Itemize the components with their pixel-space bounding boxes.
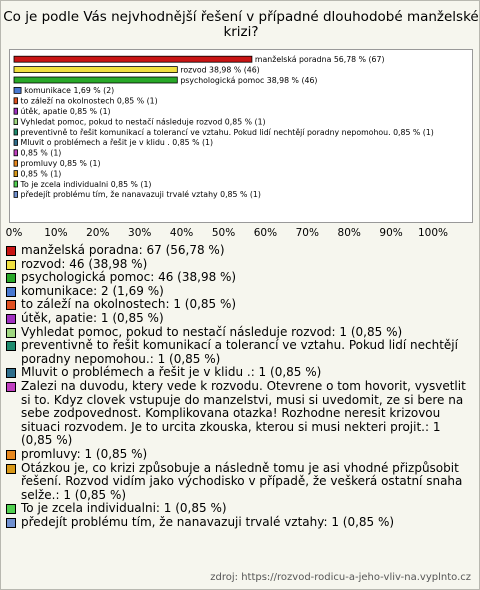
bar-label-1: rozvod 38,98 % (46) [180,65,260,75]
legend-swatch [6,246,16,256]
legend-label: psychologická pomoc: 46 (38,98 %) [21,270,237,285]
legend-item [6,312,474,326]
legend-label: To je zcela individualni: 1 (0,85 %) [21,501,227,516]
legend-swatch [6,314,16,324]
bar-label-6: Vyhledat pomoc, pokud to nestačí následuje rozvod 0,85 % (1) [20,117,266,127]
source-note: zdroj: https://rozvod-rodicu-a-jeho-vliv-na.vyplnto.cz [210,572,471,583]
x-tick-label: 100% [417,227,449,239]
legend-label: útěk, apatie: 1 (0,85 %) [21,310,164,325]
bar-label-11: 0,85 % (1) [20,169,62,179]
bar-3 [14,87,21,93]
bar-label-5: útěk, apatie 0,85 % (1) [20,107,111,116]
x-tick-label: 40% [169,227,194,239]
x-axis [1,224,480,244]
legend-item [6,298,474,312]
legend-swatch [6,328,16,338]
legend-item [6,244,474,258]
x-tick-label: 10% [44,227,68,239]
legend-item [6,462,474,503]
bar-8 [14,139,18,145]
bar-9 [14,150,18,156]
legend-item [6,516,474,530]
bar-10 [14,160,18,166]
x-tick-label: 20% [86,227,110,239]
legend-label: předejít problému tím, že nanavazuji trvalé vztahy: 1 (0,85 %) [21,514,395,529]
legend-label: rozvod: 46 (38,98 %) [21,256,148,271]
bar-13 [14,191,18,197]
legend-item [6,271,474,285]
x-tick-label: 50% [211,227,236,239]
legend-swatch [6,518,16,528]
bar-6 [14,119,18,125]
legend-swatch [6,464,16,474]
legend-item [6,339,474,366]
chart-title: Co je podle Vás nejvhodnější řešení v případné dlouhodobé manželské krizi? [3,9,479,40]
legend-label: promluvy: 1 (0,85 %) [21,446,148,461]
x-tick-label: 80% [337,227,361,239]
legend-label: to záleží na okolnostech: 1 (0,85 %) [21,297,237,312]
bar-chart [10,50,472,222]
x-tick-label: 60% [253,227,278,239]
bar-4 [14,98,18,104]
legend-swatch [6,450,16,460]
bar-11 [14,171,18,177]
legend-swatch [6,300,16,310]
legend-swatch [6,273,16,283]
legend-item [6,258,474,272]
bar-1 [14,67,177,73]
legend-label: Otázkou je, co krizi způsobuje a následně tomu je asi vhodné přizpůsobit řešení. Rozvod vidím jako východisko v případě, že veškerá ostatní snaha selže.: 1 (0,85 %) [21,460,463,502]
x-tick-label: 90% [379,227,403,239]
bar-2 [14,77,177,83]
legend-label: komunikace: 2 (1,69 %) [21,283,164,298]
legend-label: Mluvit o problémech a řešit je v klidu .: 1 (0,85 %) [21,365,322,380]
bar-label-2: psychologická pomoc 38,98 % (46) [180,75,318,85]
legend-label: Vyhledat pomoc, pokud to nestačí následuje rozvod: 1 (0,85 %) [21,324,403,339]
legend-item [6,366,474,380]
bar-label-10: promluvy 0,85 % (1) [20,159,101,168]
legend-swatch [6,504,16,514]
plot-area [9,49,473,223]
legend-item [6,380,474,448]
legend-label: Zalezi na duvodu, ktery vede k rozvodu. Otevrene o tom hovorit, vysvetlit si to. Kdyz clovek vstupuje do manzelstvi, musi si uvedomit, ze si bere na sebe zodpovednost. Komplikovana otazka! Rozhodne neresit krizovou situaci rozvodem. Je to urcita zkouska, kterou si musi nekteri projit.: 1 (0,85 %) [21,378,466,448]
legend-swatch [6,287,16,297]
x-tick-label: 0% [5,227,23,239]
bar-0 [14,56,252,62]
bar-label-13: předejít problému tím, že nanavazuji trvalé vztahy 0,85 % (1) [20,190,261,200]
bar-label-8: Mluvit o problémech a řešit je v klidu . 0,85 % (1) [20,138,214,148]
x-tick-label: 70% [295,227,319,239]
legend [6,244,474,529]
x-tick-label: 30% [128,227,152,239]
legend-item [6,285,474,299]
legend-item [6,326,474,340]
bar-12 [14,181,18,187]
bar-5 [14,108,18,114]
legend-swatch [6,341,16,351]
legend-swatch [6,260,16,270]
legend-swatch [6,382,16,392]
legend-label: manželská poradna: 67 (56,78 %) [21,243,225,257]
bar-label-3: komunikace 1,69 % (2) [24,86,115,96]
bar-label-4: to záleží na okolnostech 0,85 % (1) [20,96,158,106]
bar-7 [14,129,18,135]
bar-label-7: preventivně to řešit komunikací a tolerancí ve vztahu. Pokud lidí nechtějí poradny nepomohou. 0,85 % (1) [20,127,434,137]
bar-label-9: 0,85 % (1) [20,148,62,158]
bar-label-12: To je zcela individualni 0,85 % (1) [20,179,152,189]
legend-label: preventivně to řešit komunikací a tolerancí ve vztahu. Pokud lidí nechtějí poradny nepomohou.: 1 (0,85 %) [21,338,458,366]
legend-swatch [6,368,16,378]
bar-label-0: manželská poradna 56,78 % (67) [254,55,385,64]
legend-item [6,448,474,462]
legend-item [6,502,474,516]
